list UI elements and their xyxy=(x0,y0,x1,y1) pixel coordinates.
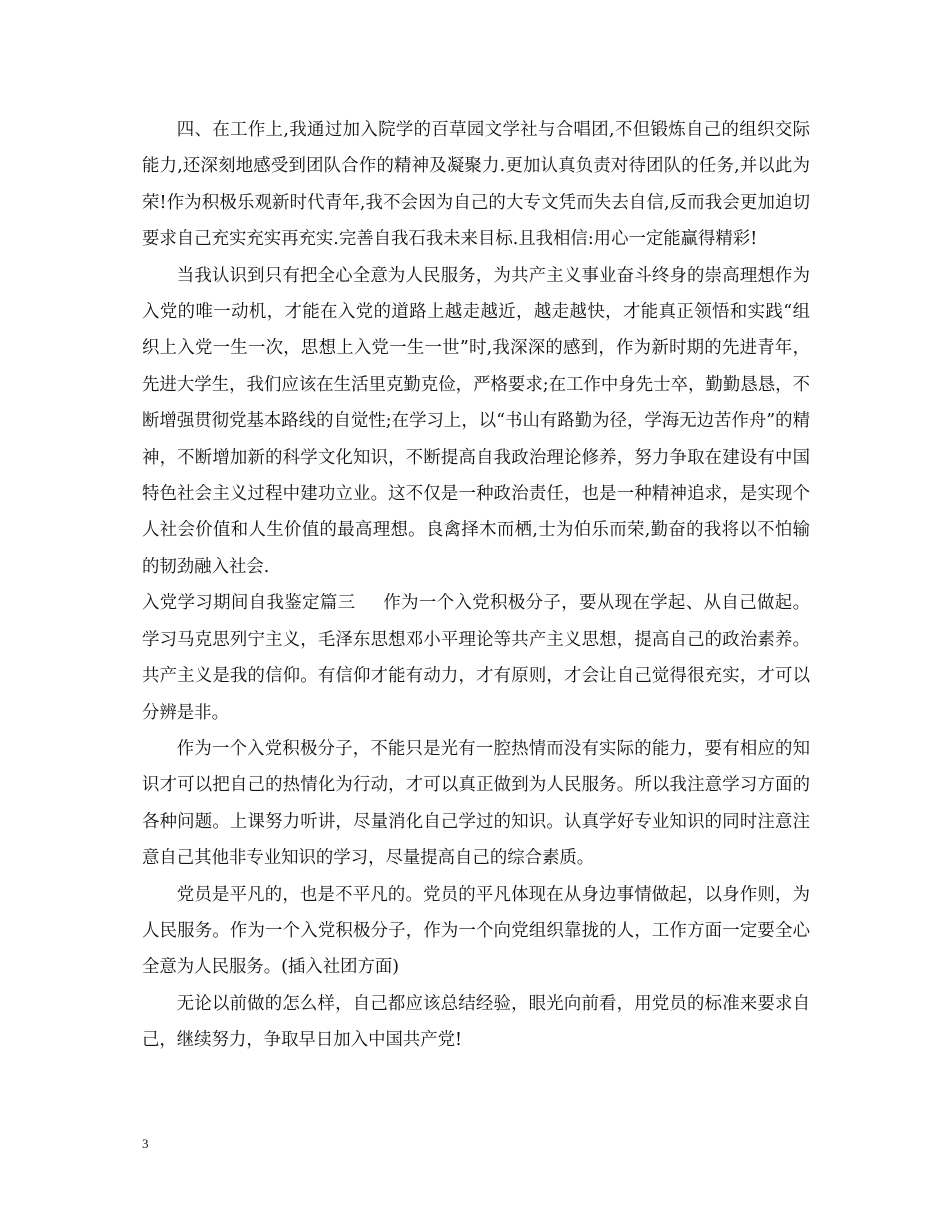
section-three-paragraph xyxy=(142,585,810,731)
paragraph-work-experience: 四、在工作上,我通过加入院学的百草园文学社与合唱团,不但锻炼自己的组织交际能力,还深刻地感受到团队合作的精神及凝聚力.更加认真负责对待团队的任务,并以此为荣!作为积极乐观新时代青年,我不会因为自己的大专文凭而失去自信,反而我会更加迫切要求自己充实充实再充实.完善自我石我未来目标.且我相信:用心一定能赢得精彩! xyxy=(142,120,810,250)
section-first-paragraph-text: 作为一个入党积极分子，要从现在学起、从自己做起。学习马克思列宁主义，毛泽东思想邓小平理论等共产主义思想，提高自己的政治素养。 共产主义是我的信仰。有信仰才能有动力，才有原则，才会让自己觉得很充实，才可以分辨是非。 xyxy=(142,593,810,723)
section-heading: 入党学习期间自我鉴定篇三 xyxy=(142,593,356,614)
document-body xyxy=(142,112,810,1059)
page-number: 3 xyxy=(142,1136,149,1151)
paragraph-party-member: 党员是平凡的，也是不平凡的。党员的平凡体现在从身边事情做起，以身作则，为人民服务。作为一个入党积极分子，作为一个向党组织靠拢的人，工作方面一定要全心全意为人民服务。(插入社团方面) xyxy=(142,884,810,978)
paragraph-party-motivation: 当我认识到只有把全心全意为人民服务，为共产主义事业奋斗终身的崇高理想作为入党的唯一动机，才能在入党的道路上越走越近，越走越快，才能真正领悟和实践“组织上入党一生一次，思想上入党一生一世”时,我深深的感到，作为新时期的先进青年，先进大学生，我们应该在生活里克勤克俭，严格要求;在工作中身先士卒，勤勤恳恳，不断增强贯彻党基本路线的自觉性;在学习上，以“书山有路勤为径，学海无边苦作舟”的精神，不断增加新的科学文化知识，不断提高自我政治理论修养，努力争取在建设有中国特色社会主义过程中建功立业。这不仅是一种政治责任，也是一种精神追求，是实现个人社会价值和人生价值的最高理想。良禽择木而栖,士为伯乐而荣,勤奋的我将以不怕输的韧劲融入社会. xyxy=(142,265,810,577)
paragraph-conclusion: 无论以前做的怎么样，自己都应该总结经验，眼光向前看，用党员的标准来要求自己，继续努力，争取早日加入中国共产党! xyxy=(142,993,810,1051)
paragraph-knowledge: 作为一个入党积极分子，不能只是光有一腔热情而没有实际的能力，要有相应的知识才可以把自己的热情化为行动，才可以真正做到为人民服务。所以我注意学习方面的各种问题。上课努力听讲，尽量消化自己学过的知识。认真学好专业知识的同时注意注意自己其他非专业知识的学习，尽量提高自己的综合素质。 xyxy=(142,738,810,869)
